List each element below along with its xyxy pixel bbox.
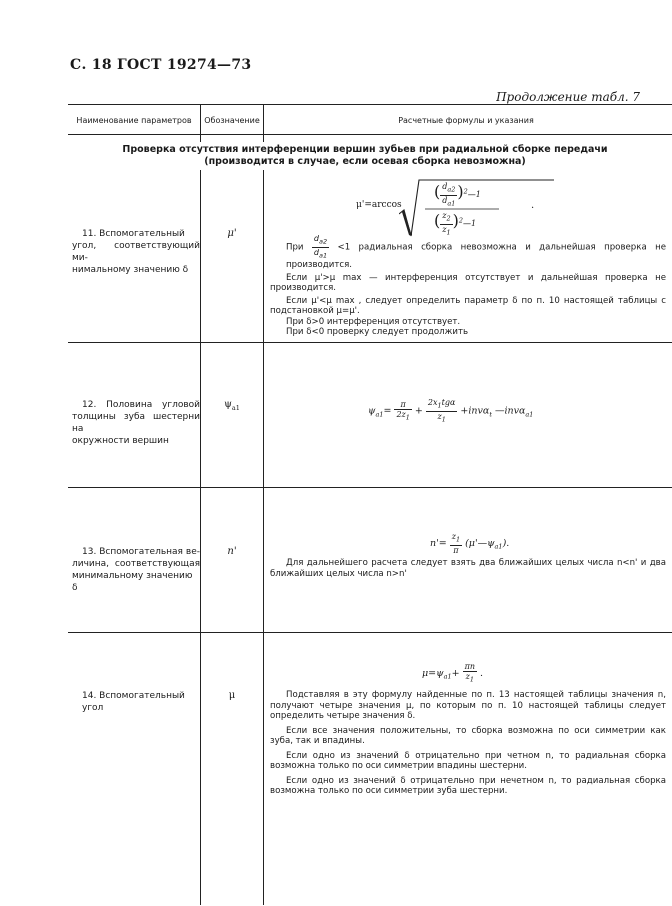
symbol-row-11: μ' bbox=[227, 228, 237, 239]
header-symbol-column: Обозначение bbox=[204, 116, 260, 125]
section-title: Проверка отсутствия интерференции вершин зубьев при радиальной сборке передачи (производится в случае, если осевая сборка невозможна) bbox=[122, 144, 608, 167]
formula-row-11-numerator: ( $\frac{d_{a2}}{d_{a1}}$ )$^2$—1 bbox=[434, 182, 481, 208]
param-name-row-13: 13. Вспомогательная ве- личина, соответствующая минимальному значению δ bbox=[72, 547, 200, 593]
table-continuation-label: Продолжение табл. 7 bbox=[496, 90, 640, 104]
symbol-row-14: μ bbox=[228, 690, 236, 701]
symbol-row-12: $\psi_{a1}$ bbox=[224, 399, 240, 412]
param-name-row-11: 11. Вспомогательный угол, соответствующий ми- нимальному значению δ bbox=[72, 229, 200, 275]
param-name-row-12: 12. Половина угловой толщины зуба шестерни на окружности вершин bbox=[72, 400, 200, 446]
symbol-row-13: n' bbox=[227, 546, 237, 557]
formula-row-14-rendered: $\mu=\psi_{a1}+$ $\frac{\pi n}{z_1}$ . bbox=[422, 662, 484, 684]
text-row-11: При $\frac{d_{a2}}{d_{a1}}$ <1 радиальная сборка невозможна и дальнейшая проверка не производится. Если μ'>μ max — интерференция отсутствует и дальнейшая проверка не производится. Если μ'<μ max , следует определить параметр δ по п. 10 настоящей таблицы с подстановкой μ=μ'. При δ>0 интерференция отсутствует. При δ<0 проверку следует продолжить bbox=[270, 234, 667, 338]
column-divider-1 bbox=[200, 105, 201, 142]
formula-row-11-denominator: ( $\frac{z_2}{z_1}$ )$^2$—1 bbox=[434, 211, 477, 237]
table-top-rule bbox=[68, 104, 672, 105]
row-separator-13-14 bbox=[68, 632, 672, 633]
formula-row-13-rendered: n'= $\frac{z_1}{\pi}$ $(\mu'—\psi_{a1})$. bbox=[430, 532, 510, 555]
text-row-14: Подставляя в эту формулу найденные по п. 13 настоящей таблицы значения n, получают четыре значения μ, по которым по п. 10 настоящей таблицы следует определить четыре значения δ. Если все значения положительны, то сборка возможна по оси симметрии как зуба, так и впадины. Если одно из значений δ отрицательно при четном n, то радиальная сборка возможна только по оси симметрии впадины шестерни. Если одно из значений δ отрицательно при нечетном n, то радиальная сборка возможна только по оси симметрии зуба шестерни. bbox=[270, 690, 666, 796]
column-divider-1-body bbox=[200, 170, 201, 905]
column-divider-2-body bbox=[263, 170, 264, 905]
formula-row-11: μ'=arccos ( $\frac{d_{a2}}{d_{a1}}$ )$^2$—1 ( $\frac{z_2}{z_1}$ )$^2$—1 . bbox=[356, 178, 636, 240]
header-name-column: Наименование параметров bbox=[76, 116, 192, 125]
column-divider-2 bbox=[263, 105, 264, 142]
text-row-13: Для дальнейшего расчета следует взять два ближайших целых числа n<n' и два ближайших целых числа n>n' bbox=[270, 558, 666, 579]
row-separator-12-13 bbox=[68, 487, 672, 488]
page-header: С. 18 ГОСТ 19274—73 bbox=[70, 57, 252, 73]
param-name-row-14: 14. Вспомогательный угол bbox=[82, 691, 185, 713]
row-separator-11-12 bbox=[68, 342, 672, 343]
formula-row-12-rendered: $\psi_{a1}=$ $\frac{\pi}{2z_1}$ + $\frac{2x_1tg\alpha}{z_1}$ +invα$_t$ —invα$_{a1}$ bbox=[368, 398, 534, 424]
table-header-bottom-rule bbox=[68, 134, 672, 135]
header-formula-column: Расчетные формулы и указания bbox=[398, 116, 534, 125]
ratio-da2-da1: $\frac{d_{a2}}{d_{a1}}$ bbox=[313, 234, 328, 260]
